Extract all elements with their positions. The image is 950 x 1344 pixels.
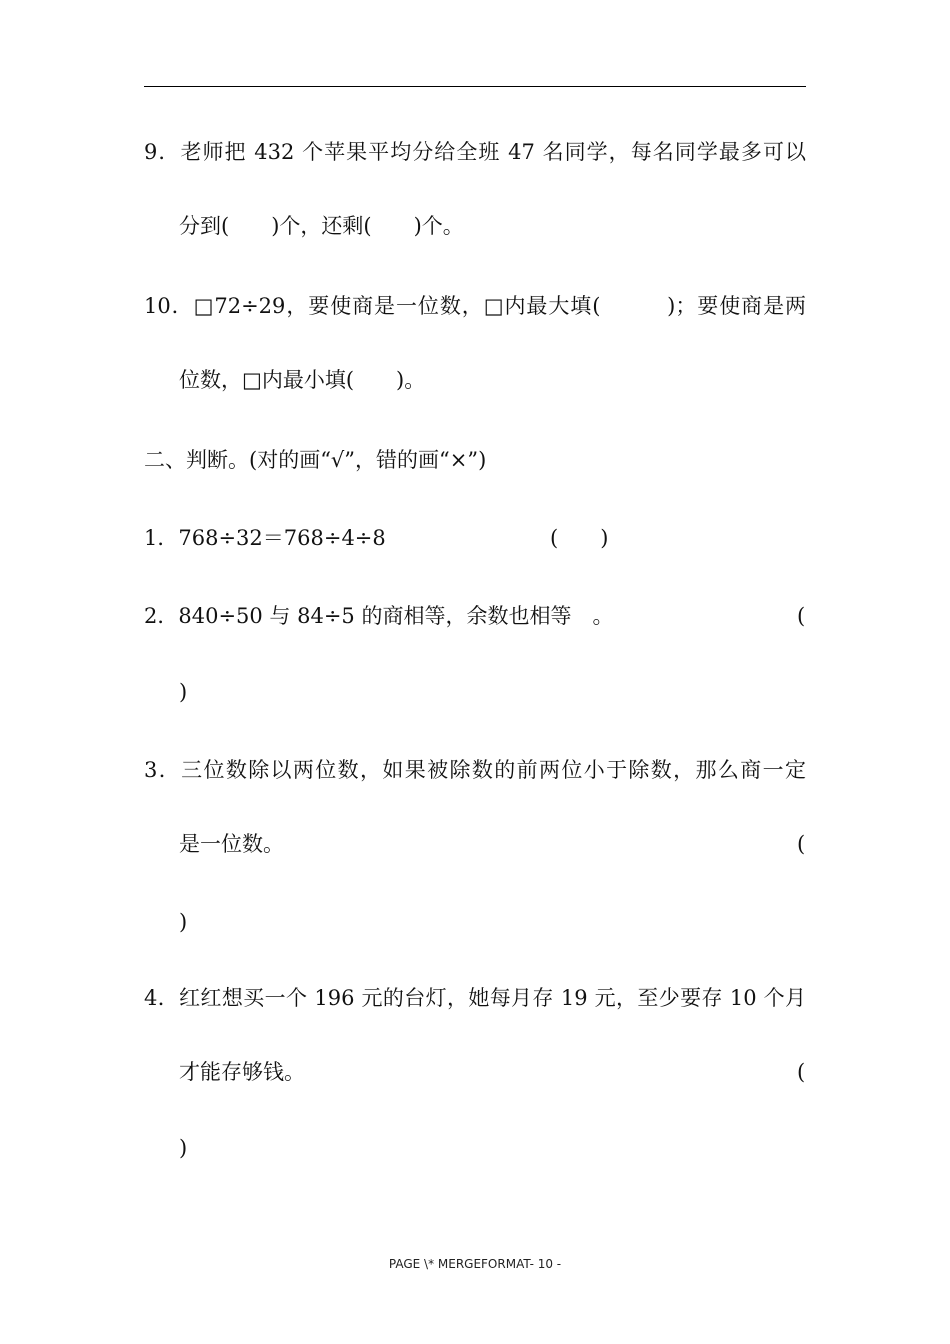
judge-4-line-1: 4．红红想买一个 196 元的台灯，她每月存 19 元，至少要存 10 个月 [144,986,806,1010]
judge-2-paren-open: ( [797,604,806,628]
judge-4-line-2: 才能存够钱。 [179,1060,305,1084]
question-10-line-1: 10．□72÷29，要使商是一位数，□内最大填( )；要使商是两 [144,294,806,318]
header-rule [144,86,806,87]
judge-3-line-1: 3．三位数除以两位数，如果被除数的前两位小于除数，那么商一定 [144,758,806,782]
section-2-title: 二、判断。(对的画“√”，错的画“×”) [144,448,487,472]
judge-1-text: 1．768÷32＝768÷4÷8 [144,526,386,550]
judge-3-line-2: 是一位数。 [179,832,284,856]
judge-4-paren-close: ) [179,1136,188,1160]
question-10-line-2: 位数，□内最小填( )。 [179,368,426,392]
question-9-line-2: 分到( )个，还剩( )个。 [179,214,464,238]
judge-3-paren-close: ) [179,910,188,934]
judge-4-paren-open: ( [797,1060,806,1084]
judge-1-paren: ( ) [550,526,609,550]
judge-3-paren-open: ( [797,832,806,856]
judge-2-paren-close: ) [179,680,188,704]
judge-2-text: 2．840÷50 与 84÷5 的商相等，余数也相等 。 [144,604,614,628]
question-9-line-1: 9．老师把 432 个苹果平均分给全班 47 名同学，每名同学最多可以 [144,140,806,164]
page-footer: PAGE \* MERGEFORMAT- 10 - [388,1257,562,1271]
